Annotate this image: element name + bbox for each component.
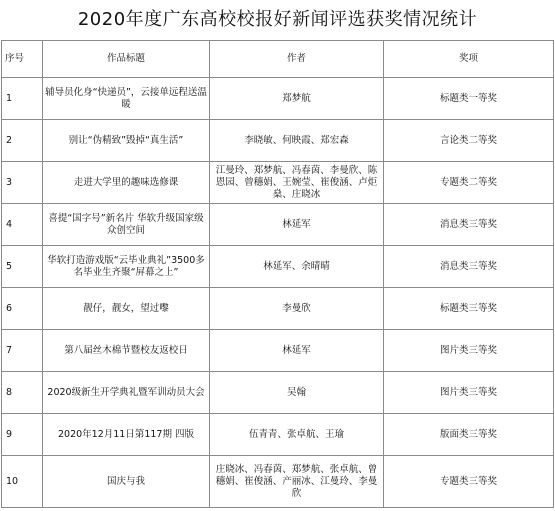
cell-award[interactable]: 消息类三等奖 [384,246,554,288]
header-index[interactable]: 序号 [2,41,43,78]
cell-award[interactable]: 专题类二等奖 [384,162,554,204]
table-row [2,414,554,456]
table-row [2,330,554,372]
cell-index[interactable]: 10 [2,456,43,508]
table-row [2,246,554,288]
table-row [2,204,554,246]
cell-title[interactable]: 靓仔，靓女，望过嚟 [43,288,210,330]
cell-author[interactable]: 李曼欣 [210,288,384,330]
table-row [2,456,554,508]
cell-index[interactable]: 9 [2,414,43,456]
cell-author[interactable]: 郑梦航 [210,78,384,120]
cell-title[interactable]: 国庆与我 [43,456,210,508]
cell-title[interactable]: 2020级新生开学典礼暨军训动员大会 [43,372,210,414]
cell-award[interactable]: 专题类三等奖 [384,456,554,508]
table-row [2,120,554,162]
cell-award[interactable]: 版面类三等奖 [384,414,554,456]
cell-title[interactable]: 2020年12月11日第117期 四版 [43,414,210,456]
cell-title[interactable]: 辅导员化身“快递员”，云接单远程送温暖 [43,78,210,120]
cell-title[interactable]: 走进大学里的趣味选修课 [43,162,210,204]
cell-award[interactable]: 图片类三等奖 [384,330,554,372]
cell-title[interactable]: 第八届丝木棉节暨校友返校日 [43,330,210,372]
cell-award[interactable]: 图片类三等奖 [384,372,554,414]
cell-award[interactable]: 标题类三等奖 [384,288,554,330]
cell-index[interactable]: 6 [2,288,43,330]
header-title[interactable]: 作品标题 [43,41,210,78]
header-row [2,41,554,78]
cell-index[interactable]: 1 [2,78,43,120]
cell-index[interactable]: 8 [2,372,43,414]
cell-index[interactable]: 3 [2,162,43,204]
cell-author[interactable]: 林延军 [210,330,384,372]
cell-index[interactable]: 5 [2,246,43,288]
cell-title[interactable]: 喜提“国字号”新名片 华软升级国家级众创空间 [43,204,210,246]
table-row [2,288,554,330]
header-award[interactable]: 奖项 [384,41,554,78]
table-row [2,78,554,120]
cell-index[interactable]: 7 [2,330,43,372]
cell-author[interactable]: 江曼玲、郑梦航、冯春茵、李曼欣、陈恩园、曾穗娟、王婉莹、崔俊涵、卢炬燊、庄晓冰 [210,162,384,204]
cell-index[interactable]: 2 [2,120,43,162]
cell-award[interactable]: 言论类二等奖 [384,120,554,162]
awards-table [1,40,554,508]
cell-author[interactable]: 庄晓冰、冯春茵、郑梦航、张卓航、曾穗娟、崔俊涵、产丽冰、江曼玲、李曼欣 [210,456,384,508]
cell-award[interactable]: 标题类一等奖 [384,78,554,120]
cell-author[interactable]: 伍青青、张卓航、王瑜 [210,414,384,456]
cell-author[interactable]: 林延军 [210,204,384,246]
cell-author[interactable]: 吴翰 [210,372,384,414]
cell-award[interactable]: 消息类三等奖 [384,204,554,246]
cell-title[interactable]: 华软打造游戏版“云毕业典礼”3500多名毕业生齐聚“屏幕之上” [43,246,210,288]
table-row [2,162,554,204]
cell-author[interactable]: 林延军、余晴晴 [210,246,384,288]
header-author[interactable]: 作者 [210,41,384,78]
cell-index[interactable]: 4 [2,204,43,246]
page-title: 2020年度广东高校校报好新闻评选获奖情况统计 [77,9,478,30]
table-row [2,372,554,414]
cell-title[interactable]: 别让“伪精致”毁掉“真生活” [43,120,210,162]
cell-author[interactable]: 李晓敏、何映霞、郑宏森 [210,120,384,162]
